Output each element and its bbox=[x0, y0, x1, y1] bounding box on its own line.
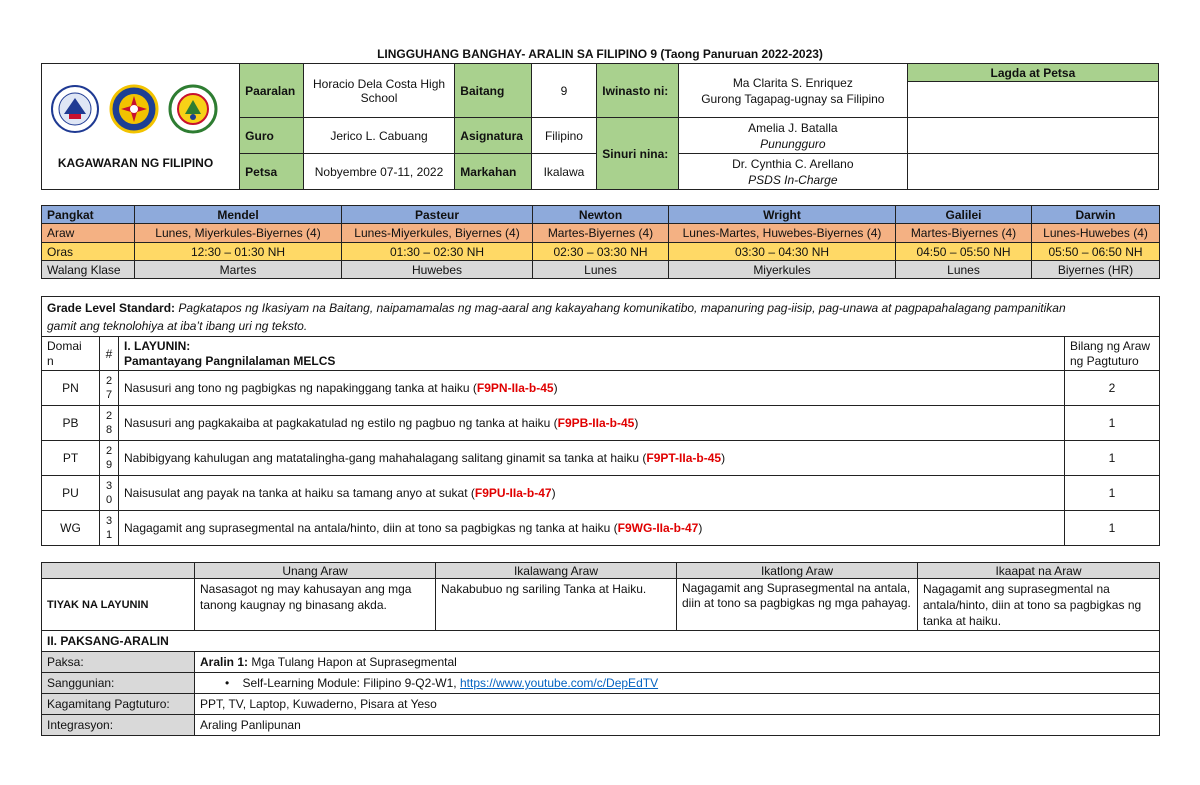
iwinasto-name: Ma Clarita S. Enriquez bbox=[732, 75, 853, 90]
grade-level-standard bbox=[42, 297, 1160, 337]
schedule-row-oras bbox=[42, 243, 1160, 261]
row-domain: PB bbox=[42, 406, 100, 441]
melc-code: F9PB-IIa-b-45 bbox=[557, 416, 635, 430]
row-layunin-text: Nasusuri ang tono ng pagbigkas ng napakinggang tanka at haiku ( bbox=[124, 381, 477, 395]
sinuri1-role: Punungguro bbox=[760, 136, 826, 151]
col-header-layunin-line: I. LAYUNIN: bbox=[124, 338, 191, 353]
row-num-digit: 8 bbox=[105, 424, 113, 436]
sinuri-label: Sinuri nina: bbox=[597, 118, 679, 190]
iwinasto-cell bbox=[678, 64, 907, 118]
section-mendel: Mendel bbox=[135, 206, 342, 224]
section-wright: Wright bbox=[669, 206, 896, 224]
page-title: LINGGUHANG BANGHAY- ARALIN SA FILIPINO 9 (Taong Panuruan 2022-2023) bbox=[377, 47, 823, 61]
oras-cell: 05:50 – 06:50 NH bbox=[1032, 243, 1160, 261]
table-row bbox=[42, 476, 1160, 511]
integrasyon-label: Integrasyon: bbox=[42, 715, 195, 736]
sinuri2-cell bbox=[678, 154, 907, 190]
baitang-value: 9 bbox=[531, 64, 597, 118]
paksa-value bbox=[195, 652, 1160, 673]
sinuri2-name: Dr. Cynthia C. Arellano bbox=[732, 156, 854, 171]
row-num-digit: 2 bbox=[105, 410, 113, 422]
row-layunin-close: ) bbox=[698, 521, 703, 535]
iwinasto-label: Iwinasto ni: bbox=[597, 64, 679, 118]
row-label-araw: Araw bbox=[42, 224, 135, 243]
tiyak-cell: Nagagamit ang suprasegmental na antala/hinto, diin at tono sa pagbigkas ng tanka at haiku. bbox=[918, 579, 1160, 631]
walang-klase-cell: Miyerkules bbox=[669, 261, 896, 279]
bullet-icon: • bbox=[225, 676, 230, 690]
row-num-digit: 9 bbox=[105, 459, 113, 471]
sanggunian-link[interactable]: https://www.youtube.com/c/DepEdTV bbox=[459, 676, 659, 690]
col-header-days-line: Bilang ng Araw bbox=[1070, 338, 1151, 353]
row-num-digit: 3 bbox=[105, 480, 113, 492]
paaralan-label: Paaralan bbox=[240, 64, 304, 118]
araw-cell: Martes-Biyernes (4) bbox=[533, 224, 669, 243]
walang-klase-cell: Huwebes bbox=[342, 261, 533, 279]
asignatura-value: Filipino bbox=[531, 118, 597, 154]
row-days: 1 bbox=[1065, 476, 1160, 511]
row-days: 2 bbox=[1065, 371, 1160, 406]
kagamitan-label: Kagamitang Pagtuturo: bbox=[42, 694, 195, 715]
oras-cell: 02:30 – 03:30 NH bbox=[533, 243, 669, 261]
day-header: Ikatlong Araw bbox=[677, 563, 918, 579]
gls-label: Grade Level Standard: bbox=[47, 300, 176, 315]
araw-cell: Martes-Biyernes (4) bbox=[896, 224, 1032, 243]
layunin-table bbox=[41, 296, 1160, 546]
walang-klase-cell: Biyernes (HR) bbox=[1032, 261, 1160, 279]
section-galilei: Galilei bbox=[896, 206, 1032, 224]
row-layunin-text: Nasusuri ang pagkakaiba at pagkakatulad ng estilo ng pagbuo ng tanka at haiku ( bbox=[124, 416, 558, 430]
col-header-layunin bbox=[119, 337, 1065, 371]
asignatura-label: Asignatura bbox=[455, 118, 531, 154]
section-darwin: Darwin bbox=[1032, 206, 1160, 224]
row-label-oras: Oras bbox=[42, 243, 135, 261]
logo-cell bbox=[42, 64, 240, 190]
col-header-days bbox=[1065, 337, 1160, 371]
row-label-walang-klase: Walang Klase bbox=[42, 261, 135, 279]
paksa-label: Paksa: bbox=[42, 652, 195, 673]
sinuri1-cell bbox=[678, 118, 907, 154]
philippine-seal-icon bbox=[109, 84, 159, 134]
lagda-cell-3 bbox=[907, 154, 1158, 190]
col-header-domain-line: n bbox=[47, 353, 54, 368]
walang-klase-cell: Martes bbox=[135, 261, 342, 279]
row-layunin bbox=[119, 476, 1065, 511]
guro-value: Jerico L. Cabuang bbox=[303, 118, 455, 154]
row-layunin-text: Naisusulat ang payak na tanka at haiku sa tamang anyo at sukat ( bbox=[124, 486, 475, 500]
row-layunin-close: ) bbox=[721, 451, 726, 465]
row-domain: PT bbox=[42, 441, 100, 476]
guro-label: Guro bbox=[240, 118, 304, 154]
sanggunian-text: Self-Learning Module: Filipino 9-Q2-W1, bbox=[242, 676, 460, 690]
plan-table bbox=[41, 562, 1160, 736]
row-domain: PU bbox=[42, 476, 100, 511]
araw-cell: Lunes-Huwebes (4) bbox=[1032, 224, 1160, 243]
col-header-num: # bbox=[100, 337, 119, 371]
integrasyon-value: Araling Panlipunan bbox=[195, 715, 1160, 736]
schedule-row-walang-klase bbox=[42, 261, 1160, 279]
plan-corner-cell bbox=[42, 563, 195, 579]
sinuri2-role: PSDS In-Charge bbox=[748, 172, 838, 187]
sanggunian-label: Sanggunian: bbox=[42, 673, 195, 694]
melc-code: F9PT-IIa-b-45 bbox=[646, 451, 722, 465]
row-domain: WG bbox=[42, 511, 100, 546]
day-header: Ikaapat na Araw bbox=[918, 563, 1160, 579]
table-row bbox=[42, 406, 1160, 441]
table-row bbox=[42, 441, 1160, 476]
row-layunin bbox=[119, 511, 1065, 546]
day-header: Ikalawang Araw bbox=[436, 563, 677, 579]
lagda-cell-2 bbox=[907, 118, 1158, 154]
melc-code: F9PU-IIa-b-47 bbox=[474, 486, 552, 500]
col-header-days-line: ng Pagtuturo bbox=[1070, 353, 1139, 368]
header-table bbox=[41, 63, 1159, 190]
row-days: 1 bbox=[1065, 406, 1160, 441]
tiyak-cell: Nasasagot ng may kahusayan ang mga tanong kaugnay ng binasang akda. bbox=[195, 579, 436, 631]
row-num-digit: 2 bbox=[105, 445, 113, 457]
markahan-value: Ikalawa bbox=[531, 154, 597, 190]
row-layunin-text: Nagagamit ang suprasegmental na antala/hinto, diin at tono sa pagbigkas ng tanka at haiku ( bbox=[124, 521, 618, 535]
row-num bbox=[100, 371, 119, 406]
row-label-pangkat: Pangkat bbox=[42, 206, 135, 224]
oras-cell: 01:30 – 02:30 NH bbox=[342, 243, 533, 261]
schedule-row-araw bbox=[42, 224, 1160, 243]
iwinasto-role: Gurong Tagapag-ugnay sa Filipino bbox=[701, 91, 885, 106]
section-pasteur: Pasteur bbox=[342, 206, 533, 224]
row-layunin-close: ) bbox=[551, 486, 556, 500]
row-days: 1 bbox=[1065, 441, 1160, 476]
petsa-label: Petsa bbox=[240, 154, 304, 190]
sanggunian-value bbox=[195, 673, 1160, 694]
row-days: 1 bbox=[1065, 511, 1160, 546]
day-header: Unang Araw bbox=[195, 563, 436, 579]
row-num bbox=[100, 406, 119, 441]
walang-klase-cell: Lunes bbox=[533, 261, 669, 279]
tiyak-cell: Nakabubuo ng sariling Tanka at Haiku. bbox=[436, 579, 677, 631]
row-layunin bbox=[119, 441, 1065, 476]
markahan-label: Markahan bbox=[455, 154, 531, 190]
paksang-aralin-heading: II. PAKSANG-ARALIN bbox=[42, 631, 1160, 652]
row-domain: PN bbox=[42, 371, 100, 406]
paksa-text: Mga Tulang Hapon at Suprasegmental bbox=[248, 655, 457, 669]
table-row bbox=[42, 371, 1160, 406]
araw-cell: Lunes, Miyerkules-Biyernes (4) bbox=[135, 224, 342, 243]
row-num bbox=[100, 441, 119, 476]
row-num bbox=[100, 476, 119, 511]
table-row bbox=[42, 511, 1160, 546]
col-header-layunin-line: Pamantayang Pangnilalaman MELCS bbox=[124, 353, 336, 368]
oras-cell: 12:30 – 01:30 NH bbox=[135, 243, 342, 261]
tiyak-cell: Nagagamit ang Suprasegmental na antala, diin at tono sa pagbigkas ng mga pahayag. bbox=[677, 579, 918, 631]
lagda-cell-1 bbox=[907, 82, 1158, 118]
oras-cell: 03:30 – 04:30 NH bbox=[669, 243, 896, 261]
melc-code: F9PN-IIa-b-45 bbox=[476, 381, 554, 395]
row-layunin-close: ) bbox=[634, 416, 639, 430]
gls-text-2: gamit ang teknolohiya at iba’t ibang uri ng teksto. bbox=[47, 318, 308, 333]
row-num-digit: 2 bbox=[105, 375, 113, 387]
row-num-digit: 3 bbox=[105, 515, 113, 527]
col-header-domain bbox=[42, 337, 100, 371]
row-layunin-close: ) bbox=[553, 381, 558, 395]
row-num-digit: 1 bbox=[105, 529, 113, 541]
section-newton: Newton bbox=[533, 206, 669, 224]
kagamitan-value: PPT, TV, Laptop, Kuwaderno, Pisara at Yeso bbox=[195, 694, 1160, 715]
tiyak-label: TIYAK NA LAYUNIN bbox=[42, 579, 195, 631]
col-header-domain-line: Domai bbox=[47, 338, 82, 353]
oras-cell: 04:50 – 05:50 NH bbox=[896, 243, 1032, 261]
lagda-label: Lagda at Petsa bbox=[907, 64, 1158, 82]
row-layunin bbox=[119, 371, 1065, 406]
schedule-row-pangkat bbox=[42, 206, 1160, 224]
gls-text-1: Pagkatapos ng Ikasiyam na Baitang, naipamamalas ng mag-aaral ang kakayahang komunikatibo, mapanuring pag-iisip, pag-unawa at pagpapahalagang pampanitikan bbox=[178, 300, 1066, 315]
araw-cell: Lunes-Miyerkules, Biyernes (4) bbox=[342, 224, 533, 243]
petsa-value: Nobyembre 07-11, 2022 bbox=[303, 154, 455, 190]
row-layunin-text: Nabibigyang kahulugan ang matatalingha-gang mahahalagang salitang ginamit sa tanka at haiku ( bbox=[124, 451, 647, 465]
sinuri1-name: Amelia J. Batalla bbox=[748, 120, 838, 135]
walang-klase-cell: Lunes bbox=[896, 261, 1032, 279]
paksa-aralin-num: Aralin 1: bbox=[200, 655, 249, 669]
deped-seal-icon bbox=[50, 84, 100, 134]
row-num-digit: 0 bbox=[105, 494, 113, 506]
paaralan-value: Horacio Dela Costa High School bbox=[303, 64, 455, 118]
melc-code: F9WG-IIa-b-47 bbox=[617, 521, 699, 535]
division-seal-icon bbox=[168, 84, 218, 134]
row-num-digit: 7 bbox=[105, 389, 113, 401]
araw-cell: Lunes-Martes, Huwebes-Biyernes (4) bbox=[669, 224, 896, 243]
row-num bbox=[100, 511, 119, 546]
schedule-table bbox=[41, 205, 1160, 279]
department-name: KAGAWARAN NG FILIPINO bbox=[57, 156, 214, 170]
row-layunin bbox=[119, 406, 1065, 441]
baitang-label: Baitang bbox=[455, 64, 531, 118]
